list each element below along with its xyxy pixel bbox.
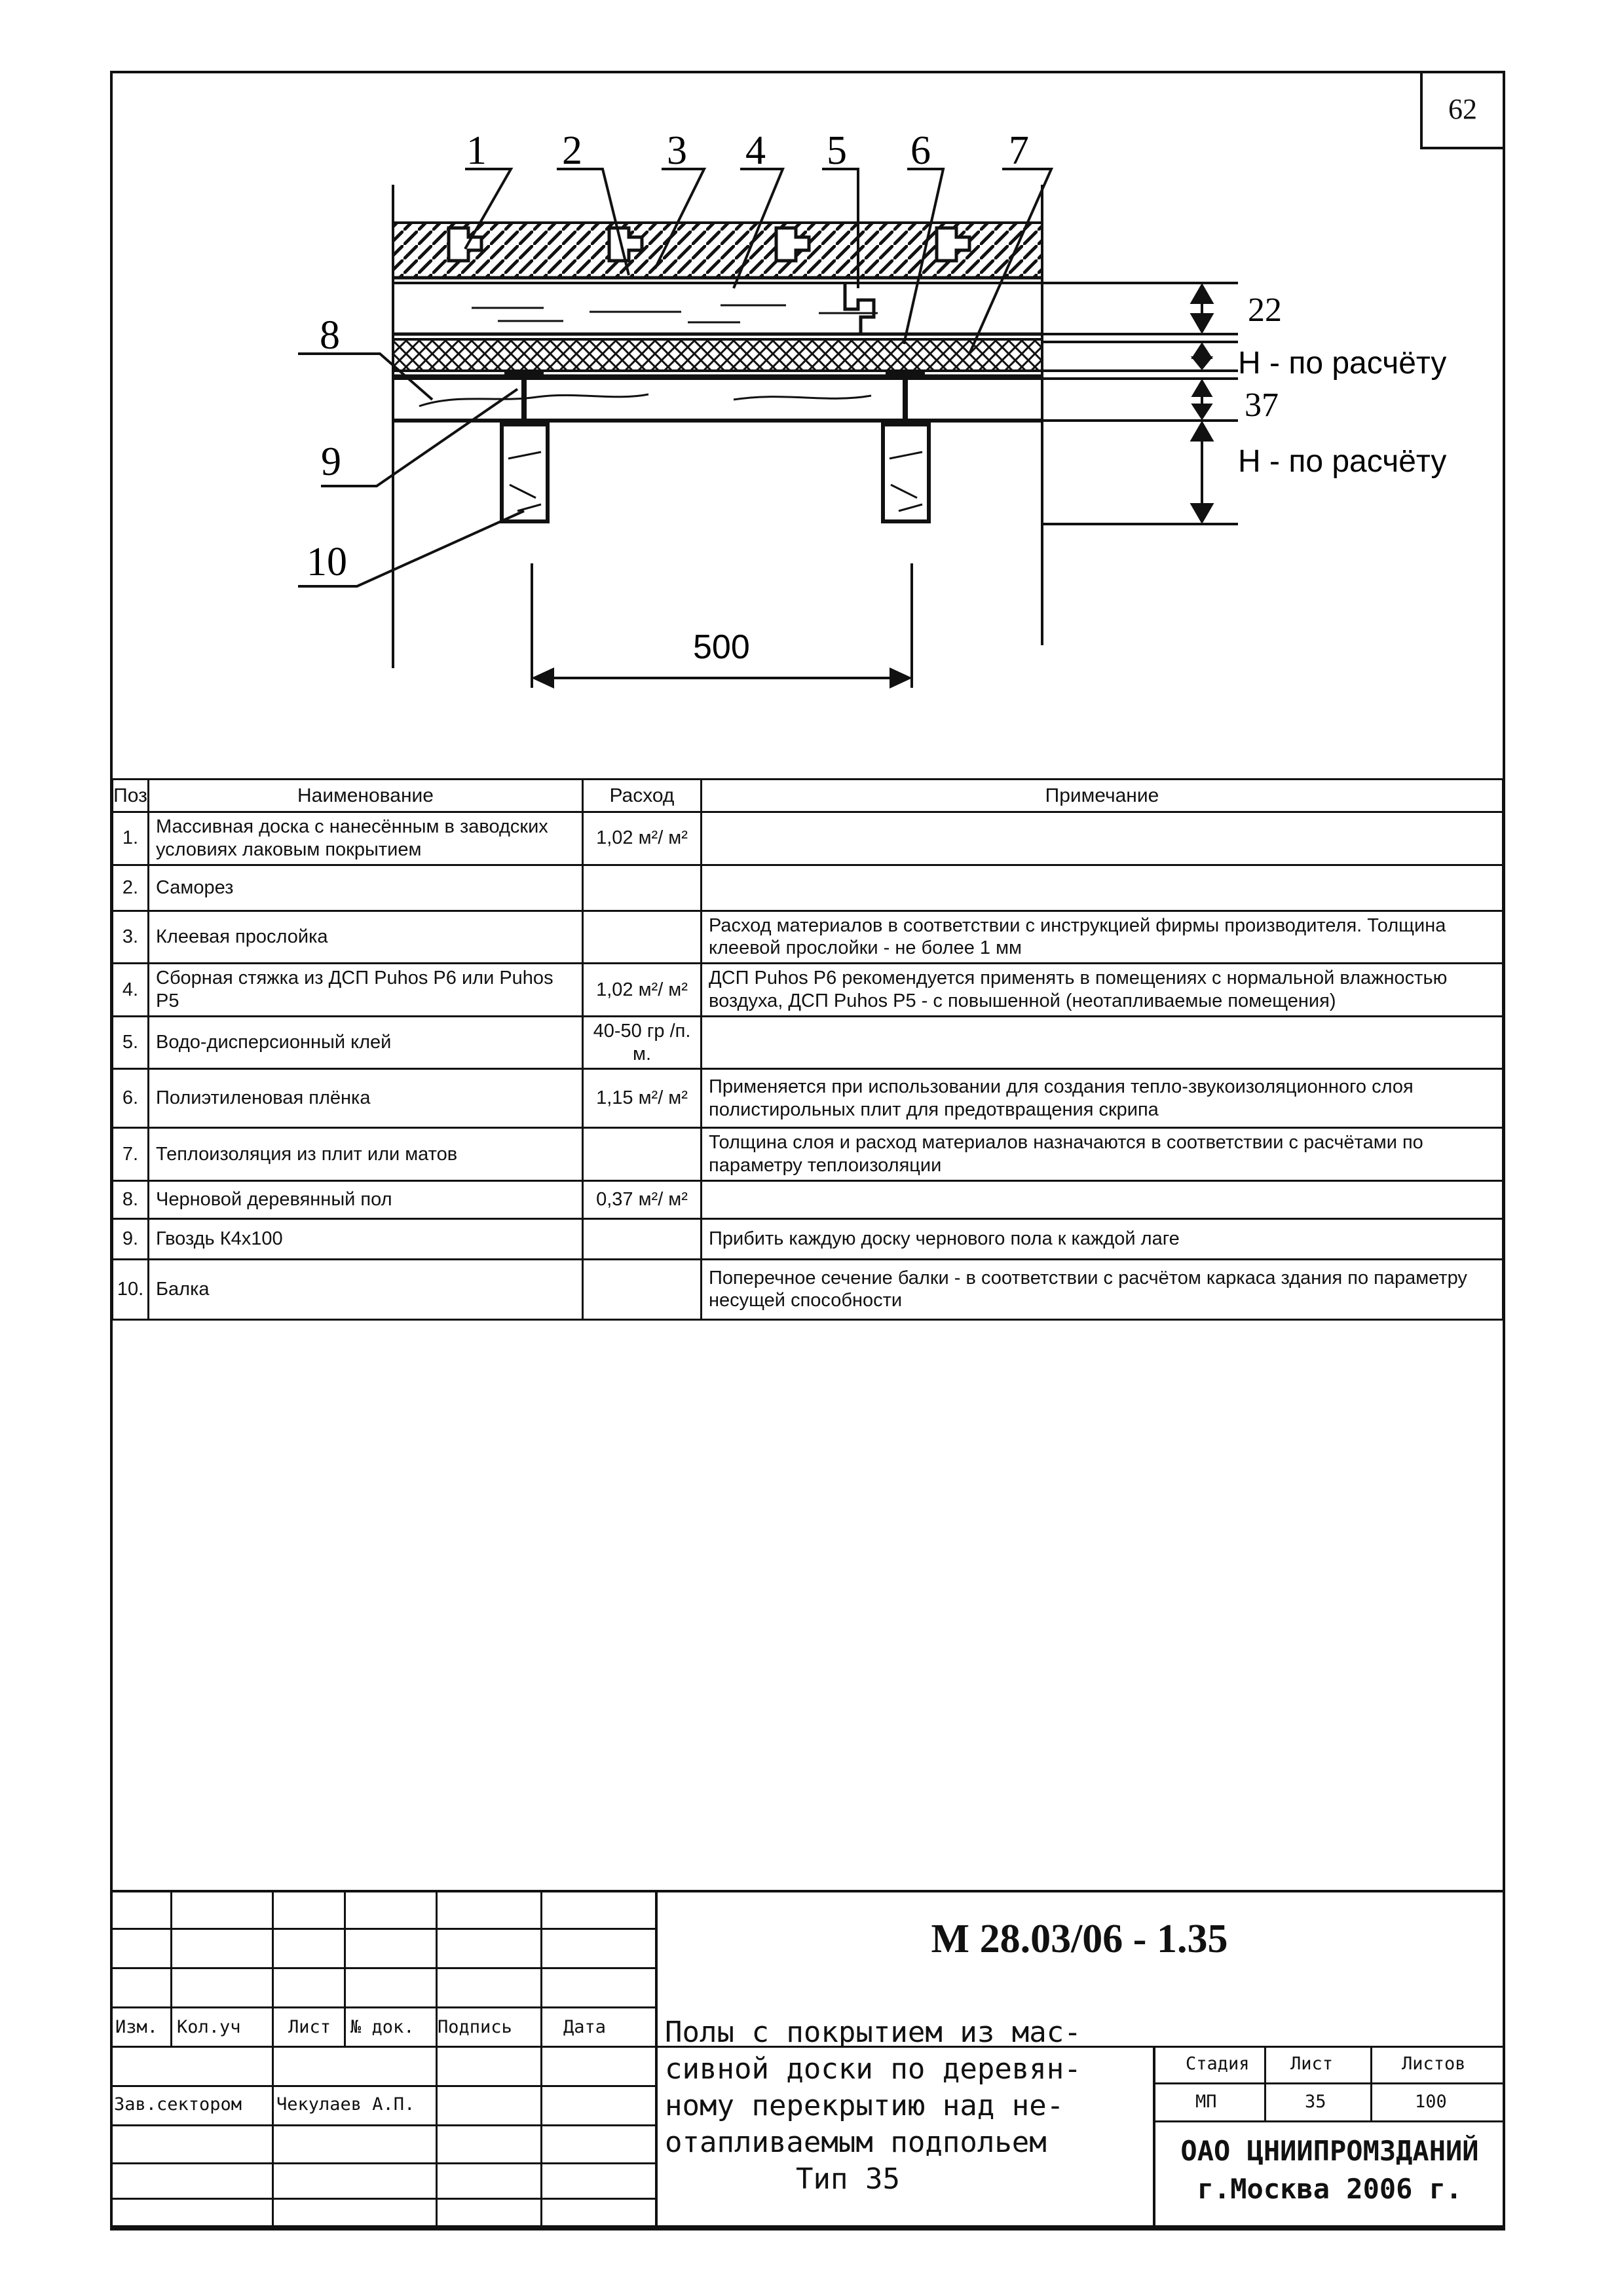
stage-label: Стадия [1186,2054,1250,2074]
dim-h-beam: H - по расчёту [1238,444,1447,479]
row-note [702,865,1503,911]
row-name: Полиэтиленовая плёнка [149,1069,583,1128]
row-name: Теплоизоляция из плит или матов [149,1128,583,1181]
row-pos: 7. [113,1128,149,1181]
sheets-label: Листов [1402,2054,1466,2074]
row-pos: 2. [113,865,149,911]
table-row [113,1180,1503,1218]
drawing-type: Тип 35 [796,2162,900,2196]
callout-6: 6 [910,128,931,173]
row-note [702,1016,1503,1069]
row-pos: 1. [113,812,149,865]
callout-4: 4 [745,128,766,173]
sheet-label: Лист [1290,2054,1334,2074]
callout-8: 8 [320,313,340,358]
table-row [113,1259,1503,1319]
stamp-person: Чекулаев А.П. [276,2094,415,2115]
row-rate: 1,02 м²/ м² [583,812,702,865]
callout-3: 3 [667,128,687,173]
callout-10: 10 [307,540,347,584]
table-row [113,911,1503,964]
table-row [113,1069,1503,1128]
row-rate [583,1218,702,1259]
row-rate [583,911,702,964]
row-pos: 9. [113,1218,149,1259]
dim-h-insulation: H - по расчёту [1238,346,1447,381]
callout-9: 9 [321,440,341,484]
drawing-title-line: отапливаемым подпольем [665,2126,1047,2159]
row-pos: 8. [113,1180,149,1218]
row-pos: 6. [113,1069,149,1128]
drawing-title-line: Полы с покрытием из мас- [665,2016,1081,2049]
organization [1153,2132,1507,2208]
row-rate: 0,37 м²/ м² [583,1180,702,1218]
callout-1: 1 [466,128,487,173]
document-code: М 28.03/06 - 1.35 [931,1917,1228,1961]
row-rate: 1,02 м²/ м² [583,964,702,1017]
row-name: Черновой деревянный пол [149,1180,583,1218]
col-name: Наименование [149,780,583,812]
table-row [113,1218,1503,1259]
table-header-row [113,780,1503,812]
table-row [113,1016,1503,1069]
row-note: Прибить каждую доску чернового пола к каждой лаге [702,1218,1503,1259]
organization-city-year: г.Москва 2006 г. [1197,2173,1463,2205]
stamp-col-date: Дата [563,2017,607,2037]
table-row [113,865,1503,911]
row-note: Поперечное сечение балки - в соответствии с расчётом каркаса здания по параметру несущей способности [702,1259,1503,1319]
row-note: Расход материалов в соответствии с инструкцией фирмы производителя. Толщина клеевой прослойки - не более 1 мм [702,911,1503,964]
callout-2: 2 [562,128,582,173]
drawing-title-line: ному перекрытию над не- [665,2089,1064,2122]
row-rate [583,865,702,911]
drawing-title-line: сивной доски по деревян- [665,2052,1081,2086]
floor-section-drawing [0,0,1612,780]
row-rate [583,1259,702,1319]
col-note: Примечание [702,780,1503,812]
title-block [111,1890,1504,2229]
row-name: Сборная стяжка из ДСП Puhos P6 или Puhos P5 [149,964,583,1017]
row-name: Массивная доска с нанесённым в заводских условиях лаковым покрытием [149,812,583,865]
row-name: Клеевая прослойка [149,911,583,964]
stage-value: МП [1195,2092,1217,2112]
row-note [702,1180,1503,1218]
sheets-value: 100 [1415,2092,1447,2112]
row-note: Толщина слоя и расход материалов назначаются в соответствии с расчётами по параметру теплоизоляции [702,1128,1503,1181]
stamp-col-kolich: Кол.уч [177,2017,241,2037]
callout-7: 7 [1009,128,1029,173]
row-pos: 10. [113,1259,149,1319]
stamp-col-list: Лист [288,2017,331,2037]
row-name: Саморез [149,865,583,911]
callout-5: 5 [827,128,847,173]
organization-name: ОАО ЦНИИПРОМЗДАНИЙ [1180,2135,1479,2167]
table-row [113,812,1503,865]
row-rate: 40-50 гр /п. м. [583,1016,702,1069]
col-rate: Расход [583,780,702,812]
stamp-role: Зав.сектором [114,2094,242,2115]
sheet-number: 62 [1448,93,1477,125]
row-note: ДСП Puhos P6 рекомендуется применять в помещениях с нормальной влажностью воздуха, ДСП Puhos P5 - с повышенной (неотапливаемые помещения) [702,964,1503,1017]
stamp-col-doc: № док. [350,2017,415,2037]
specification-table [111,778,1504,1321]
stamp-col-izm: Изм. [115,2017,159,2037]
table-row [113,964,1503,1017]
sheet-value: 35 [1305,2092,1326,2112]
row-pos: 3. [113,911,149,964]
row-name: Балка [149,1259,583,1319]
row-name: Водо-дисперсионный клей [149,1016,583,1069]
dim-500: 500 [693,628,750,666]
col-pos: Поз [113,780,149,812]
row-pos: 4. [113,964,149,1017]
stamp-col-signature: Подпись [438,2017,512,2037]
row-note: Применяется при использовании для создания тепло-звукоизоляционного слоя полистирольных плит для предотвращения скрипа [702,1069,1503,1128]
table-row [113,1128,1503,1181]
row-rate [583,1128,702,1181]
dim-37: 37 [1245,386,1279,424]
row-rate: 1,15 м²/ м² [583,1069,702,1128]
row-name: Гвоздь К4х100 [149,1218,583,1259]
dim-22: 22 [1248,292,1282,329]
row-pos: 5. [113,1016,149,1069]
row-note [702,812,1503,865]
